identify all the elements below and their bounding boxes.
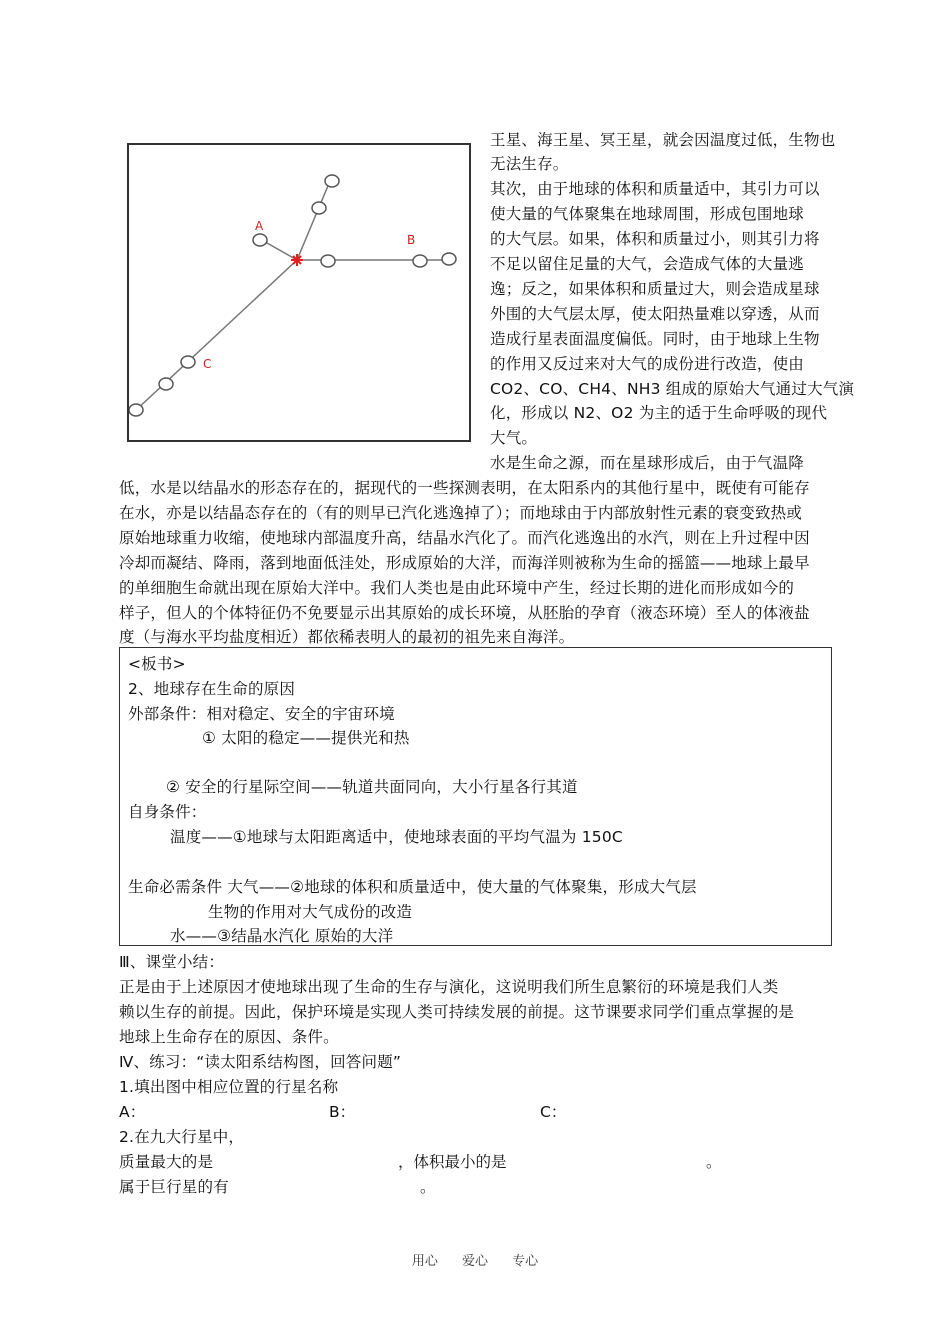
text-line: 的作用又反过来对大气的成份进行改造，使由 — [490, 355, 805, 373]
text-line: 外围的大气层太厚，使太阳热量难以穿透，从而 — [490, 305, 820, 323]
planet-c-circle — [181, 356, 195, 368]
text-line: CO2、CO、CH4、NH3 组成的原始大气通过大气演 — [490, 380, 855, 398]
diagram-svg — [129, 145, 469, 440]
volume-label: ，体积最小的是 — [398, 1153, 507, 1171]
planet-circle — [442, 253, 456, 265]
board-atmosphere: 生命必需条件 大气——②地球的体积和质量适中，使大量的气体聚集，形成大气层 — [128, 878, 697, 896]
planet-circle — [129, 404, 143, 416]
text-line: 地球上生命存在的原因、条件。 — [119, 1028, 339, 1046]
answer-b-label: B： — [329, 1103, 356, 1121]
text-line: 冷却而凝结、降雨，落到地面低洼处，形成原始的大洋，而海洋则被称为生命的摇篮——地球上最早 — [119, 554, 810, 572]
text-line: 大气。 — [490, 429, 538, 447]
planet-circle — [312, 202, 326, 214]
label-b: B — [407, 233, 416, 247]
text-line: 样子，但人的个体特征仍不免要显示出其原始的成长环境，从胚胎的孕育（液态环境）至人的体液盐 — [119, 604, 810, 622]
text-line: 的大气层。如果，体积和质量过小，则其引力将 — [490, 230, 820, 248]
text-line: 低，水是以结晶水的形态存在的，据现代的一些探测表明，在太阳系内的其他行星中，既使有可能存 — [119, 479, 810, 497]
planet-b-circle — [413, 255, 427, 267]
planet-circle — [321, 255, 335, 267]
text-line: 度（与海水平均盐度相近）都依稀表明人的最初的祖先来自海洋。 — [119, 628, 575, 646]
orbit-line-upper — [297, 181, 330, 260]
period: 。 — [706, 1153, 722, 1171]
exercise-heading: Ⅳ、练习：“读太阳系结构图，回答问题” — [119, 1053, 402, 1071]
board-heading: 2、地球存在生命的原因 — [128, 680, 296, 698]
label-a: A — [255, 219, 264, 233]
page-footer — [0, 1250, 950, 1269]
text-line: 使大量的气体聚集在地球周围，形成包围地球 — [490, 205, 805, 223]
question-1: 1.填出图中相应位置的行星名称 — [119, 1078, 339, 1096]
text-line: 原始地球重力收缩，使地球内部温度升高，结晶水汽化了。而汽化逃逸出的水汽，则在上升过程中因 — [119, 529, 810, 547]
answer-c-label: C： — [540, 1103, 567, 1121]
text-line: 化，形成以 N2、O2 为主的适于生命呼吸的现代 — [490, 404, 828, 422]
board-water: 水——③结晶水汽化 原始的大洋 — [170, 927, 394, 945]
board-notes-box — [119, 647, 832, 946]
planet-a-circle — [253, 234, 267, 246]
text-line: 水是生命之源，而在星球形成后，由于气温降 — [490, 454, 805, 472]
text-line: 正是由于上述原因才使地球出现了生命的生存与演化，这说明我们所生息繁衍的环境是我们人类 — [119, 978, 779, 996]
board-internal-conditions: 自身条件： — [128, 803, 207, 821]
period: 。 — [420, 1178, 436, 1196]
board-sun-stability: ① 太阳的稳定——提供光和热 — [202, 729, 410, 747]
board-bio-effect: 生物的作用对大气成份的改造 — [208, 903, 413, 921]
text-line: 王星、海王星、冥王星，就会因温度过低，生物也 — [490, 131, 836, 149]
board-external-conditions: 外部条件：相对稳定、安全的宇宙环境 — [128, 705, 395, 723]
text-line: 无法生存。 — [490, 155, 569, 173]
answer-a-label: A： — [119, 1103, 146, 1121]
question-2: 2.在九大行星中， — [119, 1128, 245, 1146]
text-line: 不足以留住足量的大气，会造成气体的大量逃 — [490, 255, 805, 273]
planet-circle — [159, 378, 173, 390]
board-title: <板书> — [128, 655, 186, 673]
board-safe-space: ② 安全的行星际空间——轨道共面同向，大小行星各行其道 — [166, 778, 578, 796]
orbit-line-c — [135, 260, 297, 411]
text-line: 逸；反之，如果体积和质量过大，则会造成星球 — [490, 280, 820, 298]
board-temperature: 温度——①地球与太阳距离适中，使地球表面的平均气温为 150C — [170, 828, 623, 846]
planet-circle — [325, 175, 339, 187]
text-line: 其次，由于地球的体积和质量适中，其引力可以 — [490, 180, 820, 198]
footer-word: 爱心 — [461, 1254, 488, 1269]
footer-word: 用心 — [411, 1254, 438, 1269]
text-line: 赖以生存的前提。因此，保护环境是实现人类可持续发展的前提。这节课要求同学们重点掌握的是 — [119, 1003, 795, 1021]
mass-label: 质量最大的是 — [119, 1153, 214, 1171]
text-line: 的单细胞生命就出现在原始大洋中。我们人类也是由此环境中产生，经过长期的进化而形成如今的 — [119, 579, 795, 597]
summary-heading: Ⅲ、课堂小结： — [119, 953, 225, 971]
footer-word: 专心 — [512, 1254, 539, 1269]
text-line: 造成行星表面温度偏低。同时，由于地球上生物 — [490, 330, 820, 348]
giant-label: 属于巨行星的有 — [119, 1178, 229, 1196]
label-c: C — [203, 357, 212, 371]
solar-system-diagram — [127, 143, 471, 442]
text-line: 在水，亦是以结晶态存在的（有的则早已汽化逃逸掉了）；而地球由于内部放射性元素的衰变致热或 — [119, 504, 803, 522]
